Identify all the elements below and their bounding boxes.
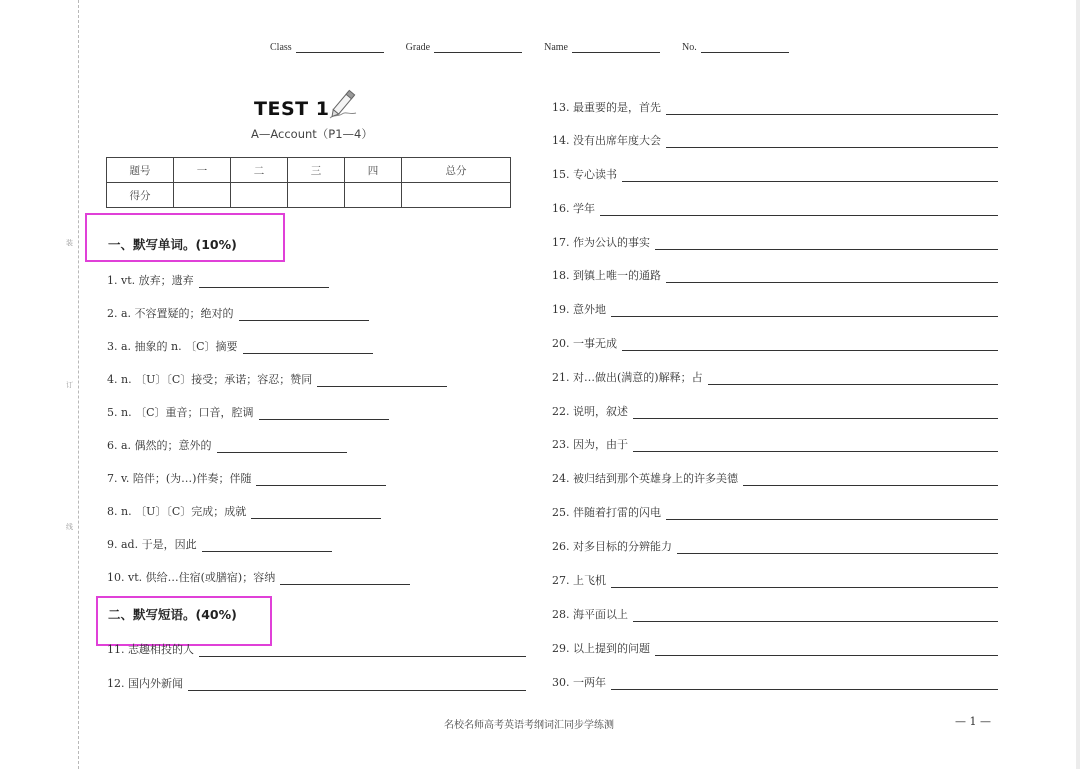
phrase-item: 16. 学年 [552,200,998,216]
phrase-item: 28. 海平面以上 [552,606,998,622]
word-item: 2. a. 不容置疑的；绝对的 [107,305,369,321]
phrase-item: 24. 被归结到那个英雄身上的许多美德 [552,470,998,486]
score-table-score-row: 得分 [107,183,511,208]
phrase-item: 17. 作为公认的事实 [552,234,998,250]
answer-blank[interactable] [239,308,369,321]
phrase-item: 27. 上飞机 [552,572,998,588]
answer-blank[interactable] [633,439,998,452]
answer-blank[interactable] [611,304,998,317]
phrase-item: 11. 志趣相投的人 [107,641,526,657]
answer-blank[interactable] [611,575,998,588]
answer-blank[interactable] [633,609,998,622]
footer-text: 名校名师高考英语考纲词汇同步学练测 [444,720,614,731]
score-cell[interactable] [174,183,231,208]
score-cell[interactable] [344,183,401,208]
test-title: TEST 1 [254,98,330,120]
phrase-item: 23. 因为，由于 [552,436,998,452]
test-subtitle: A—Account（P1—4） [251,127,373,141]
answer-blank[interactable] [666,135,998,148]
answer-blank[interactable] [259,407,389,420]
word-item: 8. n. 〔U〕〔C〕完成；成就 [107,503,381,519]
answer-blank[interactable] [317,374,447,387]
answer-blank[interactable] [677,541,998,554]
section2-title: 二、默写短语。(40%) [108,607,237,622]
binding-mark: 订 [66,381,73,389]
answer-blank[interactable] [256,473,386,486]
binding-mark: 线 [66,523,73,531]
answer-blank[interactable] [188,678,526,691]
phrase-item: 18. 到镇上唯一的通路 [552,267,998,283]
section1-title: 一、默写单词。(10%) [108,237,237,252]
score-cell[interactable] [230,183,287,208]
answer-blank[interactable] [666,507,998,520]
answer-blank[interactable] [199,644,526,657]
phrase-item: 19. 意外地 [552,301,998,317]
word-item: 1. vt. 放弃；遗弃 [107,272,329,288]
grade-field[interactable]: Grade [406,40,522,53]
word-item: 4. n. 〔U〕〔C〕接受；承诺；容忍；赞同 [107,371,447,387]
answer-blank[interactable] [243,341,373,354]
word-item: 7. v. 陪伴；(为…)伴奏；伴随 [107,470,386,486]
binding-dashed-line [78,0,79,769]
answer-blank[interactable] [655,643,998,656]
score-table [106,157,511,208]
phrase-item: 20. 一事无成 [552,335,998,351]
name-field[interactable]: Name [544,40,660,53]
phrase-item: 29. 以上提到的问题 [552,640,998,656]
word-item: 3. a. 抽象的 n. 〔C〕摘要 [107,338,373,354]
word-item: 9. ad. 于是，因此 [107,536,332,552]
word-item: 10. vt. 供给…住宿(或膳宿)；容纳 [107,569,410,585]
score-table-header-row: 题号 一 二 三 四 总分 [107,158,511,183]
score-cell[interactable] [401,183,510,208]
student-info-header [270,40,811,53]
phrase-item: 12. 国内外新闻 [107,675,526,691]
answer-blank[interactable] [633,406,998,419]
phrase-item: 22. 说明，叙述 [552,403,998,419]
answer-blank[interactable] [251,506,381,519]
score-cell[interactable] [287,183,344,208]
answer-blank[interactable] [622,338,998,351]
answer-blank[interactable] [600,203,998,216]
number-field[interactable]: No. [682,40,789,53]
phrase-item: 26. 对多目标的分辨能力 [552,538,998,554]
pen-icon [324,84,362,122]
phrase-item: 30. 一两年 [552,674,998,690]
phrase-item: 13. 最重要的是，首先 [552,99,998,115]
word-item: 6. a. 偶然的；意外的 [107,437,347,453]
answer-blank[interactable] [655,237,998,250]
word-item: 5. n. 〔C〕重音；口音，腔调 [107,404,389,420]
answer-blank[interactable] [622,169,998,182]
class-field[interactable]: Class [270,40,384,53]
answer-blank[interactable] [217,440,347,453]
phrase-item: 25. 伴随着打雷的闪电 [552,504,998,520]
answer-blank[interactable] [743,473,998,486]
answer-blank[interactable] [666,102,998,115]
answer-blank[interactable] [202,539,332,552]
page-number: — 1 — [955,715,991,728]
answer-blank[interactable] [708,372,998,385]
answer-blank[interactable] [666,270,998,283]
answer-blank[interactable] [199,275,329,288]
phrase-item: 21. 对…做出(满意的)解释；占 [552,369,998,385]
phrase-item: 15. 专心读书 [552,166,998,182]
phrase-item: 14. 没有出席年度大会 [552,132,998,148]
page-edge [1076,0,1080,769]
binding-mark: 装 [66,239,73,247]
answer-blank[interactable] [280,572,410,585]
answer-blank[interactable] [611,677,998,690]
